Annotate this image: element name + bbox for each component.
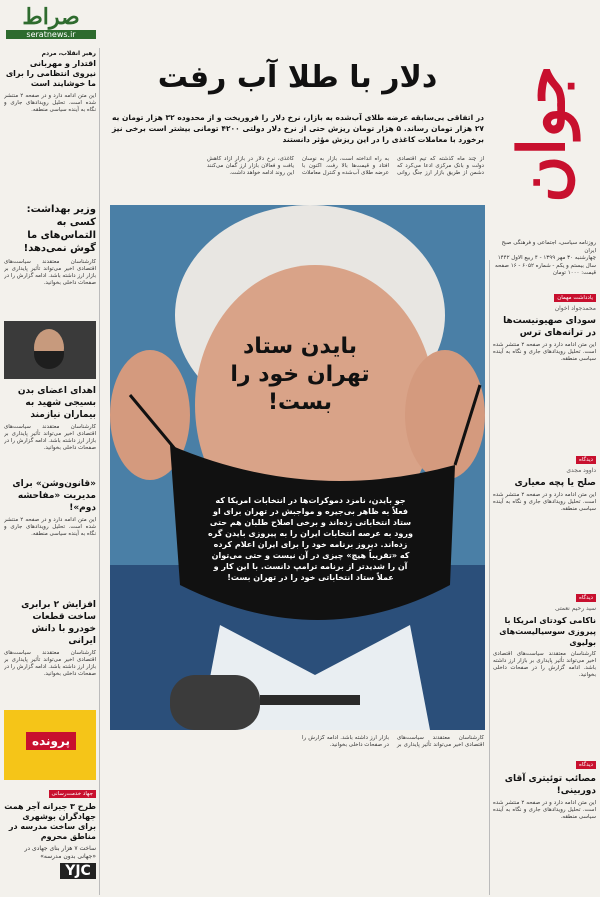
mask-text: جو بایدن، نامزد دموکرات‌ها در انتخابات امریکا که فعلاً به ظاهر بی‌جیره و مواجبش در تهران برای او ستاد انتخاباتی زده‌اند و برخی اصلاح طلبان هم حتی ورود به عرصه انتخابات ایران را به پیروزی بایدن گره زده‌اند. دیروز برنامه خود را برای ایران اعلام کرده که «تقریباً هیچ» چیزی در آن نیست و حتی می‌توان آن را شدیدتر از برنامه ترامپ دانست. با این کار و عملاً ستاد انتخاباتی خود را در تهران بست! (208, 496, 413, 582)
right-section-3: دیدگاه (576, 594, 596, 602)
masthead-subtitle: روزنامه سیاسی، اجتماعی و فرهنگی صبح ایران (501, 240, 596, 254)
photo-illustration (110, 205, 485, 730)
right-headline-2: صلح یا پچه معیاری (514, 478, 596, 488)
left-headline-3: اهدای اعضای بدن بسیجی شهید به بیماران نیازمند (17, 386, 96, 420)
right-body-3: کارشناسان معتقدند سیاست‌های اقتصادی اخیر می‌تواند تأثیر پایداری بر بازار ارز داشته باشد. ادامه گزارش را در صفحات داخلی بخوانید. (493, 651, 596, 678)
left-column (4, 50, 96, 895)
main-headline: دلار با طلا آب رفت (157, 60, 438, 95)
newspaper-logo: جوان (505, 65, 580, 203)
left-top-body: این متن ادامه دارد و در صفحه ۲ منتشر شده است. تحلیل رویدادهای جاری و نگاه به آینده سیاسی منطقه. (4, 93, 96, 113)
dossier-tag: پرونده (26, 732, 76, 750)
biden-photo (110, 205, 485, 730)
watermark-site: seratnews.ir (6, 30, 96, 39)
right-rule (489, 260, 490, 895)
right-body-2: این متن ادامه دارد و در صفحه ۲ منتشر شده است. تحلیل رویدادهای جاری و نگاه به آینده سیاسی منطقه. (493, 492, 596, 512)
right-body-4: این متن ادامه دارد و در صفحه ۲ منتشر شده است. تحلیل رویدادهای جاری و نگاه به آینده سیاسی منطقه. (493, 800, 596, 820)
right-section-1: یادداشت مهمان (554, 294, 596, 302)
bottom-body-text: کارشناسان معتقدند سیاست‌های اقتصادی اخیر می‌تواند تأثیر پایداری بر بازار ارز داشته باشد. ادامه گزارش را در صفحات داخلی بخوانید. (302, 735, 484, 748)
agency-logo: YJC (60, 863, 96, 879)
right-headline-3: ناکامی کودتای امریکا با پیروزی سوسیالیست‌های بولیوی (499, 616, 596, 647)
right-headline-4: مصائب توئیتری آقای دوربینی! (504, 774, 596, 796)
main-lead: در اتفاقی بی‌سابقه عرضه طلای آب‌شده به بازار، نرخ دلار را فروریخت و از محدوده ۳۲ هزار تومان به ۲۷ هزار تومان رساند. ۵ هزار تومان ریزش حتی از نرخ دلار دولتی ۴۲۰۰ تومانی بیشتر است برخی نیز برخورد با معاملات کاغذی را در این ریزش مؤثر دانستند (112, 113, 485, 144)
left-headline-4: «قانون‌وشن» برای مدیریت «مفاحشه دوم»! (12, 479, 96, 513)
photo-caption: بایدن ستاد تهران خود را بست! (230, 334, 370, 415)
left-body-4: این متن ادامه دارد و در صفحه ۲ منتشر شده است. تحلیل رویدادهای جاری و نگاه به آینده سیاسی منطقه. (4, 517, 96, 537)
right-column (493, 284, 596, 894)
left-body-3: کارشناسان معتقدند سیاست‌های اقتصادی اخیر می‌تواند تأثیر پایداری بر بازار ارز داشته باشد. ادامه گزارش را در صفحات داخلی بخوانید. (4, 424, 96, 451)
masthead-price: قیمت: ۱۰۰۰ تومان (552, 270, 596, 276)
avatar (4, 321, 96, 379)
right-author-3: سید رحیم نعمتی (554, 605, 596, 612)
right-author-2: داوود مجدی (566, 467, 596, 474)
left-body-5: کارشناسان معتقدند سیاست‌های اقتصادی اخیر می‌تواند تأثیر پایداری بر بازار ارز داشته باشد. ادامه گزارش را در صفحات داخلی بخوانید. (4, 650, 96, 677)
main-columns: از چند ماه گذشته که تیم اقتصادی دولت و بانک مرکزی ادعا می‌کرد که دشمن از طریق بازار ارز جنگ روانی به راه انداخته است، بازار به نوسان افتاد و قیمت‌ها بالا رفت. اکنون با عرضه طلای آب‌شده و کنترل معاملات کاغذی، نرخ دلار در بازار آزاد کاهش یافت و فعالان بازار ارز گمان می‌کنند این روند ادامه خواهد داشت. (207, 156, 484, 176)
masthead-date: چهارشنبه ۳۰ مهر ۱۳۹۹ - ۴ ربیع الاول ۱۴۴۲ (497, 255, 596, 261)
right-body-1: این متن ادامه دارد و در صفحه ۲ منتشر شده است. تحلیل رویدادهای جاری و نگاه به آینده سیاسی منطقه. (493, 342, 596, 362)
left-body-2: کارشناسان معتقدند سیاست‌های اقتصادی اخیر می‌تواند تأثیر پایداری بر بازار ارز داشته باشد. ادامه گزارش را در صفحات داخلی بخوانید. (4, 259, 96, 286)
masthead-issue: سال بیستم و یکم - شماره ۶۰۵۲ - ۱۶ صفحه (495, 262, 596, 269)
dossier-box (4, 710, 96, 780)
left-headline-2: وزیر بهداشت: کسی به التماس‌های ما گوش نمی‌دهد! (23, 204, 96, 254)
right-section-4: دیدگاه (576, 761, 596, 769)
left-top-section: رهبر انقلاب، مردم (41, 50, 96, 57)
bottom-headline: طرح ۳ جبرانه آجر همت جهادگران بوشهری برای ساخت مدرسه در مناطق محروم (4, 802, 96, 841)
bottom-sub: ساخت ۷ هزار بنای جهادی در «جهانی بدون مدرسه» (24, 845, 96, 860)
left-rule (99, 48, 100, 895)
right-author-1: محمدجواد اخوان (554, 305, 596, 312)
left-top-headline: اقتدار و مهربانی نیروی انتظامی را برای ما خوشایند است (5, 59, 96, 88)
right-headline-1: سودای صهیونیست‌ها در ترانه‌های ترس (503, 316, 596, 338)
masthead-info (492, 240, 596, 278)
right-section-2: دیدگاه (576, 456, 596, 464)
box-title: جهاد خدمت‌رسانی (49, 790, 97, 798)
masthead (490, 40, 596, 240)
watermark-brand: صراط (22, 4, 80, 30)
watermark (6, 4, 96, 46)
left-headline-5: افزایش ۲ برابری ساخت قطعات خودرو با دانش ایرانی (21, 600, 96, 646)
